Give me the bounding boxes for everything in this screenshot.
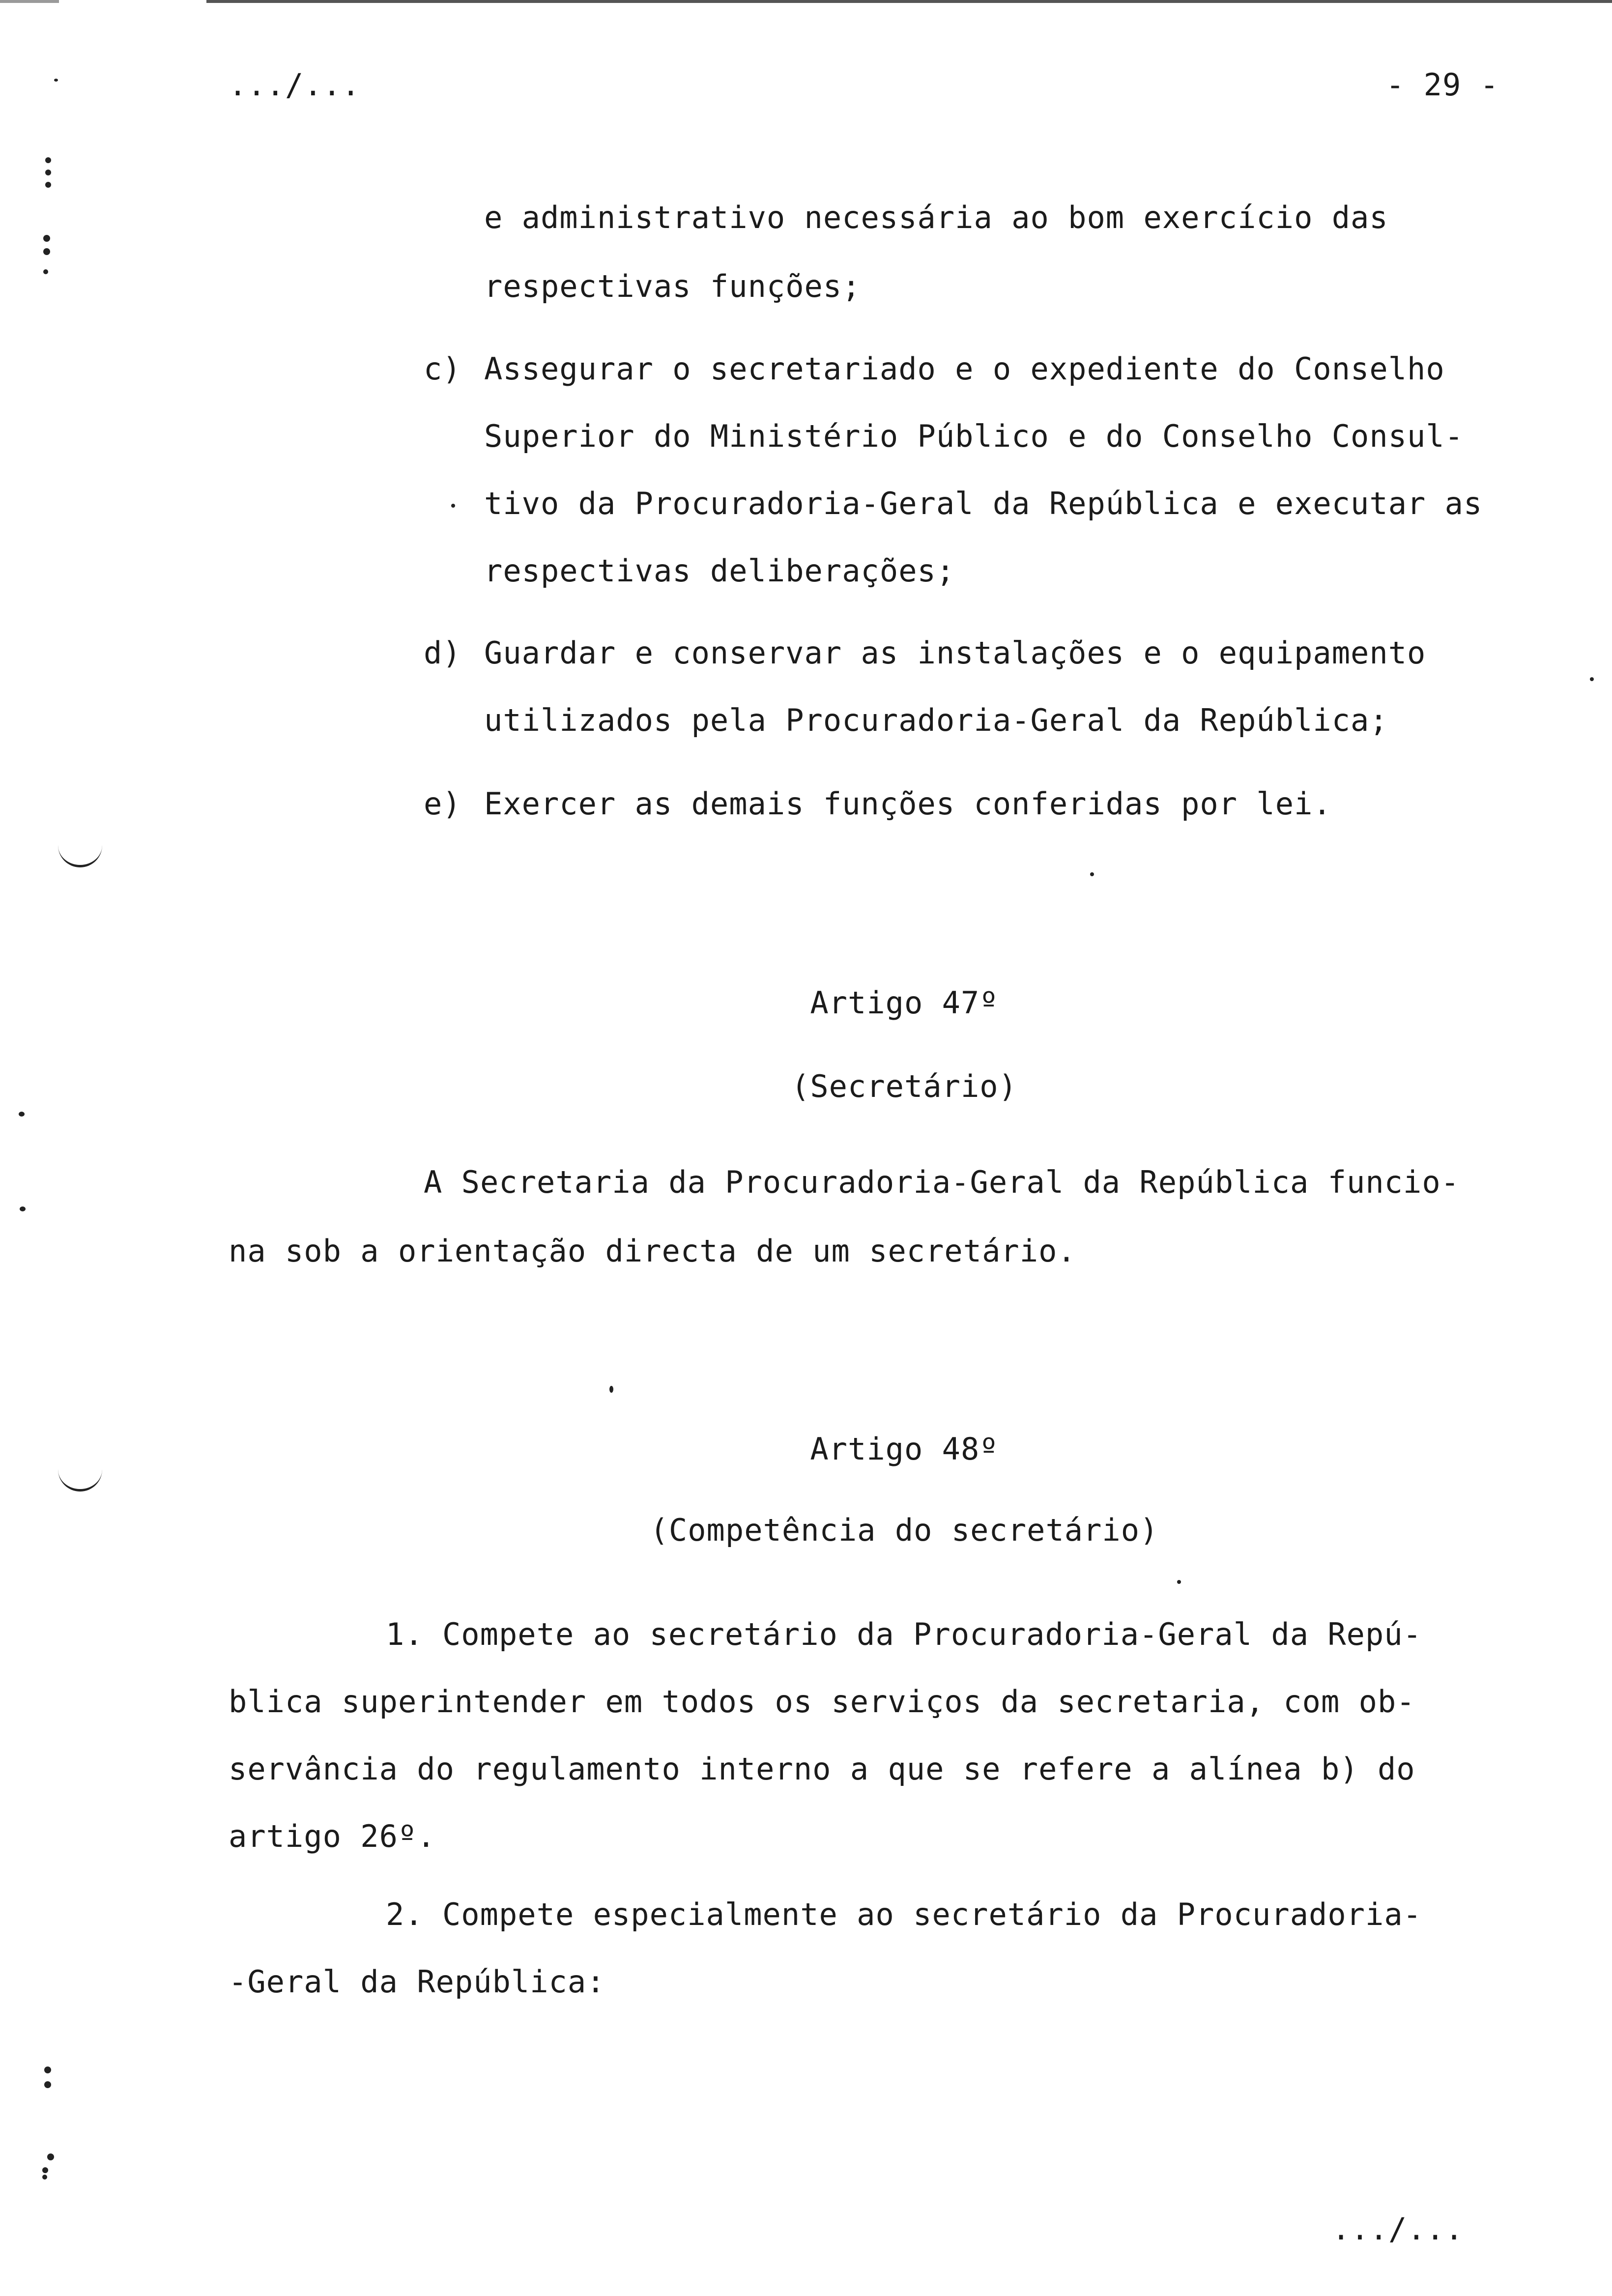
speck (42, 2175, 47, 2180)
article-48-para-1-line-1: 1. Compete ao secretário da Procuradoria-Geral da Repú- (386, 1616, 1422, 1652)
article-48-heading: Artigo 48º (810, 1431, 999, 1467)
article-48-para-1-line-3: servância do regulamento interno a que se refere a alínea b) do (229, 1751, 1415, 1787)
speck (42, 2167, 48, 2173)
article-48-para-1-line-4: artigo 26º. (229, 1818, 436, 1854)
top-rule (0, 0, 1612, 3)
speck (45, 182, 51, 188)
speck (47, 2153, 54, 2160)
header-continuation-mark: .../... (229, 67, 361, 103)
item-d-line-1: Guardar e conservar as instalações e o equipamento (484, 635, 1426, 671)
speck (1090, 872, 1094, 876)
item-c-line-1: Assegurar o secretariado e o expediente do Conselho (484, 351, 1445, 387)
article-47-body-line-1: A Secretaria da Procuradoria-Geral da República funcio- (424, 1164, 1460, 1200)
speck (19, 1112, 25, 1117)
speck (43, 248, 50, 255)
speck (45, 170, 51, 175)
item-d-marker: d) (424, 635, 461, 671)
intro-line-2: respectivas funções; (484, 268, 861, 304)
punch-mark-bottom (58, 1469, 102, 1492)
speck (44, 2066, 51, 2073)
article-47-subtitle: (Secretário) (791, 1068, 1017, 1104)
item-e-marker: e) (424, 786, 461, 822)
article-47-heading: Artigo 47º (810, 985, 999, 1021)
item-c-line-4: respectivas deliberações; (484, 553, 955, 589)
speck (1590, 677, 1594, 681)
speck (54, 79, 58, 82)
page-number: - 29 - (1386, 67, 1499, 103)
speck (45, 157, 51, 163)
speck (43, 235, 50, 242)
item-c-marker: c) (424, 351, 461, 387)
article-48-para-2-line-2: -Geral da República: (229, 1964, 605, 2000)
speck (451, 504, 455, 508)
speck (44, 2081, 51, 2088)
speck (1177, 1580, 1181, 1584)
speck (20, 1206, 26, 1211)
speck (43, 269, 48, 274)
speck (609, 1386, 613, 1393)
article-48-para-2-line-1: 2. Compete especialmente ao secretário da Procuradoria- (386, 1896, 1422, 1932)
item-c-line-2: Superior do Ministério Público e do Conselho Consul- (484, 418, 1464, 454)
item-d-line-2: utilizados pela Procuradoria-Geral da República; (484, 702, 1388, 738)
intro-line-1: e administrativo necessária ao bom exercício das (484, 200, 1388, 235)
article-47-body-line-2: na sob a orientação directa de um secretário. (229, 1233, 1076, 1269)
punch-mark-top (58, 845, 102, 867)
item-e-line-1: Exercer as demais funções conferidas por lei. (484, 786, 1332, 822)
footer-continuation-mark: .../... (1332, 2211, 1464, 2247)
article-48-subtitle: (Competência do secretário) (650, 1512, 1159, 1548)
item-c-line-3: tivo da Procuradoria-Geral da República e executar as (484, 486, 1483, 521)
article-48-para-1-line-2: blica superintender em todos os serviços da secretaria, com ob- (229, 1684, 1415, 1720)
